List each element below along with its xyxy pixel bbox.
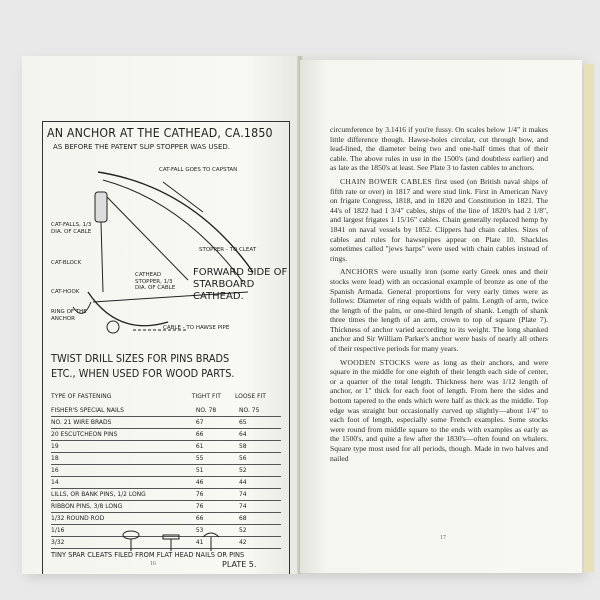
label-cat-block: CAT-BLOCK [51,260,82,266]
label-forward-side: FORWARD SIDE OF STARBOARD CATHEAD. [193,267,288,302]
fastening-cell: NO. 21 WIRE BRADS [51,417,192,429]
header-type: TYPE OF FASTENING [51,393,112,400]
loose-fit-cell: 74 [235,501,281,513]
fastening-cell: 1/32 ROUND ROD [51,513,192,525]
fastening-cell: FISHER'S SPECIAL NAILS [51,405,192,417]
tight-fit-cell: 66 [192,429,235,441]
loose-fit-cell: 64 [235,429,281,441]
section-paragraph [330,177,548,263]
table-row [51,465,281,477]
fastening-cell: LILLS, OR BANK PINS, 1/2 LONG [51,489,192,501]
loose-fit-cell: 52 [235,525,281,537]
plate-title: AN ANCHOR AT THE CATHEAD, CA.1850 [47,126,273,140]
fastening-cell: RIBBON PINS, 3/8 LONG [51,501,192,513]
twist-heading-line-2: ETC., WHEN USED FOR WOOD PARTS. [51,368,235,380]
loose-fit-cell: 74 [235,489,281,501]
loose-fit-cell: NO. 75 [235,405,281,417]
left-page-number: 16 [150,561,156,567]
tight-fit-cell: 76 [192,501,235,513]
tight-fit-cell: NO. 78 [192,405,235,417]
table-row [51,417,281,429]
right-page [300,60,582,573]
fastening-cell: 19 [51,441,192,453]
table-row [51,441,281,453]
tight-fit-cell: 46 [192,477,235,489]
tight-fit-cell: 53 [192,525,235,537]
loose-fit-cell: 68 [235,513,281,525]
header-loose: LOOSE FIT [234,393,266,400]
label-cathead-stopper: CATHEAD STOPPER, 1/3 DIA. OF CABLE [135,272,176,291]
section-paragraph [330,358,548,464]
tight-fit-cell: 41 [192,537,235,549]
label-cat-fall-goes: CAT-FALL GOES TO CAPSTAN [159,167,238,173]
section-body: were as long as their anchors, and were square in the middle for one eighth of their length each side of center, or a quarter of the total length. Thickness here was 1/12 length of anchor, or 1" thick for each foot of length. From here the sides and bottom tapered to the ends which were half as thick as the middle. Top edge was straight but occasionally curved up slightly—about 1/4" to each foot of length, especially some French examples. Some stocks were round from middle square to the ends with examples as early as the 1500's, and quite a few after the 1830's—often found on whalers. Square type most used for all periods, though. Made in two halves and nailed [330,357,548,463]
loose-fit-cell: 56 [235,453,281,465]
tight-fit-cell: 61 [192,441,235,453]
plate-number: PLATE 5. [222,560,257,569]
body-text [330,125,548,467]
twist-heading-line-1: TWIST DRILL SIZES FOR PINS BRADS [51,353,230,365]
left-page [22,56,300,574]
table-row [51,429,281,441]
section-heading: ANCHORS [340,267,379,277]
intro-paragraph: circumference by 3.1416 if you're fussy. On scales below 1/4" it makes little difference though. Hawse-holes circular, cut through bow, and lead-lined, the diameter being two and one-half times that of their cable. The above rules in use in the 1500's (and doubtless earlier) and as late as the 1850's at least. See Plate 3 to fasten cables to anchors. [330,125,548,173]
fastening-cell: 1/16 [51,525,192,537]
table-row [51,405,281,417]
label-ring: RING OF THE ANCHOR [51,309,87,322]
section-heading: CHAIN BOWER CABLES [340,176,432,186]
loose-fit-cell: 44 [235,477,281,489]
table-row [51,453,281,465]
table-row [51,513,281,525]
fastening-cell: 14 [51,477,192,489]
table-row [51,477,281,489]
cleat-caption: TINY SPAR CLEATS FILED FROM FLAT HEAD NAILS OR PINS [51,551,245,559]
tight-fit-cell: 55 [192,453,235,465]
fastening-cell: 3/32 [51,537,192,549]
loose-fit-cell: 65 [235,417,281,429]
drill-size-table [51,392,281,549]
tight-fit-cell: 66 [192,513,235,525]
label-cable: CABLE - TO HAWSE PIPE [163,325,230,331]
fastening-cell: 16 [51,465,192,477]
label-cat-falls: CAT-FALLS, 1/3 DIA. OF CABLE [51,222,92,235]
header-tight: TIGHT FIT [191,393,221,400]
fastening-cell: 18 [51,453,192,465]
plate-subtitle: AS BEFORE THE PATENT SLIP STOPPER WAS USED. [53,143,231,151]
section-paragraph [330,267,548,353]
page-edge [584,64,594,572]
section-heading: WOODEN STOCKS [340,357,411,367]
tight-fit-cell: 76 [192,489,235,501]
label-stopper: STOPPER - TO CLEAT [199,247,257,253]
label-cat-hook: CAT-HOOK [51,289,80,295]
tight-fit-cell: 67 [192,417,235,429]
fastening-cell: 20 ESCUTCHEON PINS [51,429,192,441]
right-page-number: 17 [440,535,446,541]
section-body: were usually iron (some early Greek ones and their stocks were lead) with an occasional example of bronze as one of the Spanish Armada. General proportions for very early times were as follows: Diameter of ring equals width of palm. Length of arm, twice the length of the palm, or one-third length of shank. Length of shank three times the length of an arm, crown to top of square (Plate 7). Thickness of anchor varied according to its weight. The long shanked anchor and Sir William Parker's anchor were basis of nearly all others of their respective periods for many years. [330,267,548,354]
section-body: first used (on British naval ships of fifth rate or over) in 1817 and were stud link. First in American Navy on frigate Congress, 1818, and in 1820 and Constitution in 1821. The 44's of 1822 had 1 3/4" cables, ships of the line of 1820's had 2 1/8", and largest frigates 1 15/16" cables. Chain generally replaced hemp by 1841 on naval vessels by 1852. Clippers had chain cables. Sizes of cables and rules for hawsepipes appear on Plate 10. Shackles sometimes called "jews harps" were used with chain cables instead of rings. [330,176,548,263]
loose-fit-cell: 52 [235,465,281,477]
tight-fit-cell: 51 [192,465,235,477]
plate-frame [42,121,290,574]
loose-fit-cell: 58 [235,441,281,453]
table-row [51,489,281,501]
twist-drill-heading [51,352,235,382]
table-row [51,501,281,513]
loose-fit-cell: 42 [235,537,281,549]
